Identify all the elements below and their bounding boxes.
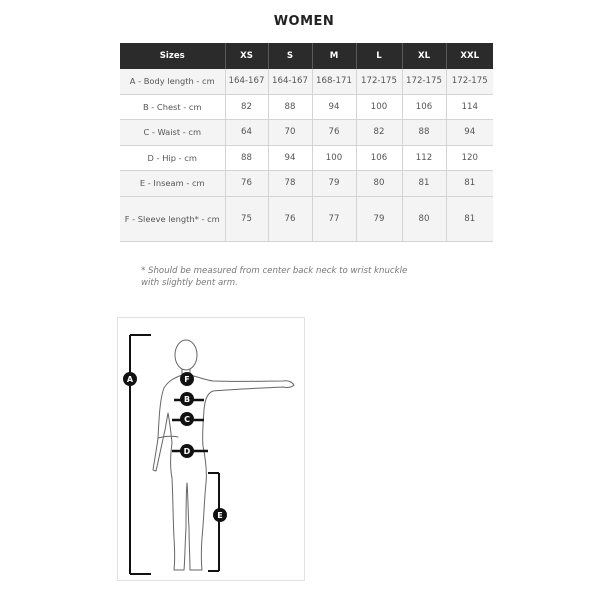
badge-f [180, 372, 194, 386]
page-title: WOMEN [273, 14, 335, 29]
table-row-chest [120, 94, 493, 120]
table-cell: 94 [312, 94, 356, 120]
badge-b [180, 392, 194, 406]
note-line-1: * Should be measured from center back neck to wrist knuckle [141, 266, 408, 276]
row-label: D - Hip - cm [120, 145, 225, 171]
table-cell: 64 [225, 120, 268, 146]
badge-e-label: E [217, 511, 223, 520]
measure-a-line [130, 335, 151, 574]
table-cell: 82 [356, 120, 402, 146]
measurement-figure [117, 317, 305, 581]
table-row-inseam [120, 171, 493, 197]
table-cell: 112 [402, 145, 446, 171]
size-chart-table [120, 43, 493, 242]
row-label: A - Body length - cm [120, 69, 225, 94]
badge-a [123, 372, 137, 386]
table-cell: 77 [312, 196, 356, 241]
table-cell: 76 [225, 171, 268, 197]
table-cell: 80 [402, 196, 446, 241]
badge-c [180, 412, 194, 426]
table-row-hip [120, 145, 493, 171]
table-cell: 88 [268, 94, 312, 120]
table-cell: 80 [356, 171, 402, 197]
table-cell: 82 [225, 94, 268, 120]
header-m: M [312, 43, 356, 69]
table-cell: 106 [402, 94, 446, 120]
header-xxl: XXL [446, 43, 493, 69]
badge-b-label: B [183, 395, 191, 404]
table-cell: 81 [446, 196, 493, 241]
table-cell: 172-175 [402, 69, 446, 94]
table-cell: 164-167 [268, 69, 312, 94]
table-row-sleeve-length [120, 196, 493, 241]
measurement-note [141, 265, 441, 289]
table-cell: 88 [402, 120, 446, 146]
body-outline [153, 340, 294, 570]
table-header-row [120, 43, 493, 69]
row-label: E - Inseam - cm [120, 171, 225, 197]
header-xs: XS [225, 43, 268, 69]
table-cell: 76 [268, 196, 312, 241]
body-diagram [118, 318, 304, 580]
table-cell: 100 [312, 145, 356, 171]
table-cell: 94 [446, 120, 493, 146]
table-cell: 114 [446, 94, 493, 120]
table-cell: 79 [312, 171, 356, 197]
table-cell: 76 [312, 120, 356, 146]
badge-f-label: F [184, 375, 190, 384]
row-label: F - Sleeve length* - cm [120, 196, 225, 241]
table-cell: 79 [356, 196, 402, 241]
badge-c-label: C [184, 415, 190, 424]
badge-d-label: D [183, 447, 191, 456]
header-xl: XL [402, 43, 446, 69]
table-cell: 100 [356, 94, 402, 120]
table-cell: 78 [268, 171, 312, 197]
table-cell: 164-167 [225, 69, 268, 94]
badge-e [213, 508, 227, 522]
table-cell: 70 [268, 120, 312, 146]
table-cell: 168-171 [312, 69, 356, 94]
header-s: S [268, 43, 312, 69]
table-row-body-length [120, 69, 493, 94]
note-line-2: with slightly bent arm. [141, 278, 238, 288]
table-cell: 120 [446, 145, 493, 171]
table-cell: 106 [356, 145, 402, 171]
table-cell: 172-175 [356, 69, 402, 94]
table-cell: 94 [268, 145, 312, 171]
table-cell: 172-175 [446, 69, 493, 94]
table-cell: 81 [446, 171, 493, 197]
badge-d [180, 444, 194, 458]
row-label: B - Chest - cm [120, 94, 225, 120]
header-l: L [356, 43, 402, 69]
table-cell: 75 [225, 196, 268, 241]
badge-a-label: A [126, 375, 134, 384]
measure-e-line [208, 473, 219, 571]
table-cell: 88 [225, 145, 268, 171]
table-cell: 81 [402, 171, 446, 197]
table-row-waist [120, 120, 493, 146]
row-label: C - Waist - cm [120, 120, 225, 146]
header-sizes: Sizes [120, 43, 225, 69]
